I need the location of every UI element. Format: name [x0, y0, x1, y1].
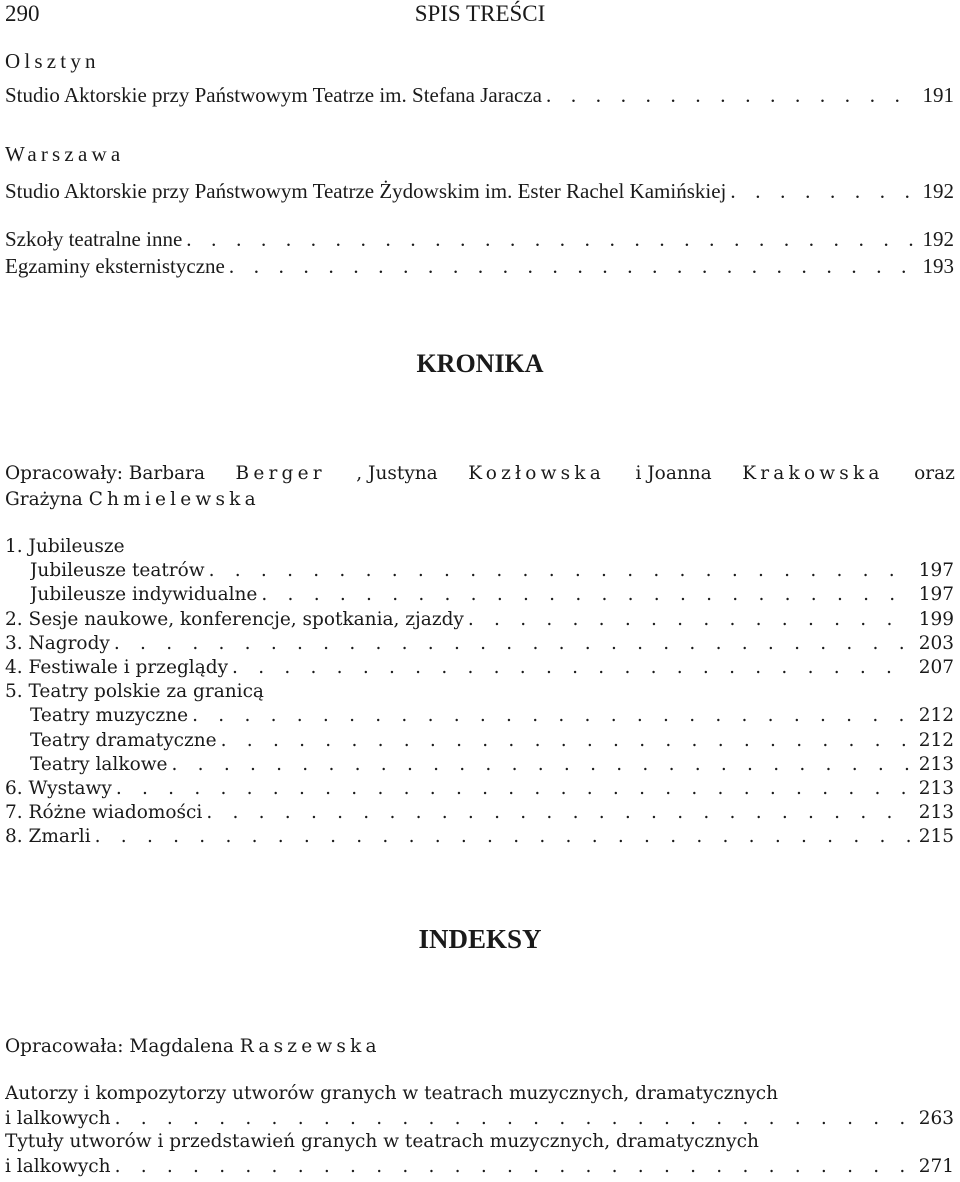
toc-entry-label: i lalkowych [5, 1108, 111, 1129]
toc-entry-label: i lalkowych [5, 1156, 111, 1177]
city-heading-warszawa: Warszawa [5, 142, 125, 166]
dot-leader [188, 703, 913, 729]
toc-entry-label: 2. Sesje naukowe, konferencje, spotkania, zjazdy [5, 608, 464, 630]
dot-leader [217, 728, 913, 754]
dot-leader [202, 800, 912, 826]
toc-entry-page: 215 [918, 826, 954, 848]
toc-subheading [5, 534, 954, 560]
credits-line-2 [5, 487, 955, 513]
toc-entry-label: Szkoły teatralne inne [5, 227, 183, 251]
toc-entry-label: 4. Festiwale i przeglądy [5, 657, 229, 678]
toc-entry-label: 8. Zmarli [5, 826, 91, 848]
toc-entry[interactable] [5, 655, 954, 681]
toc-entry[interactable] [30, 728, 954, 754]
page-header [0, 0, 960, 30]
toc-entry-label: Studio Aktorskie przy Państwowym Teatrze Żydowskim im. Ester Rachel Kamińskiej [5, 179, 727, 203]
toc-entry-page: 192 [922, 227, 954, 251]
toc-entry-label: 6. Wystawy [5, 778, 112, 799]
running-head: SPIS TREŚCI [414, 1, 546, 26]
toc-entry[interactable] [30, 558, 954, 584]
author-name: Kozłowska [468, 463, 605, 484]
toc-entry-page: 213 [918, 778, 954, 799]
toc-entry-page: 191 [922, 83, 954, 107]
toc-entry[interactable] [5, 631, 954, 657]
toc-entry[interactable] [30, 703, 954, 729]
dot-leader [91, 824, 913, 850]
toc-entry-page: 213 [918, 802, 954, 824]
dot-leader [542, 82, 917, 108]
dot-leader [182, 226, 916, 252]
section-heading-kronika: KRONIKA [416, 349, 544, 378]
toc-entry-page: 271 [918, 1156, 954, 1177]
dot-leader [110, 631, 913, 657]
toc-subheading [5, 679, 954, 705]
indeksy-credits [5, 1034, 955, 1060]
author-name: Berger [235, 463, 326, 484]
author-name: Raszewska [239, 1036, 381, 1057]
toc-entry[interactable] [5, 607, 954, 633]
credits-line-1 [5, 461, 955, 487]
toc-entry-label: Jubileusze teatrów [30, 560, 205, 582]
toc-entry-label: 7. Różne wiadomości [5, 802, 203, 824]
toc-entry-page: 207 [918, 657, 954, 678]
toc-entry-page: 197 [918, 584, 954, 606]
toc-entry-label: Egzaminy eksternistyczne [5, 254, 225, 278]
toc-entry-label: Teatry lalkowe [30, 753, 168, 775]
toc-entry-line: Tytuły utworów i przedstawień granych w teatrach muzycznych, dramatycznych [5, 1131, 759, 1152]
toc-entry-page: 192 [922, 179, 954, 203]
toc-entry-page: 203 [918, 632, 954, 654]
toc-entry[interactable] [5, 253, 954, 279]
toc-entry[interactable] [30, 582, 954, 608]
toc-entry[interactable] [5, 226, 954, 252]
dot-leader [228, 655, 913, 681]
toc-entry-page: 197 [918, 560, 954, 582]
dot-leader [464, 607, 913, 633]
toc-entry-page: 213 [918, 753, 954, 775]
toc-entry[interactable] [5, 178, 954, 204]
toc-entry-label: Studio Aktorskie przy Państwowym Teatrze im. Stefana Jaracza [5, 83, 542, 107]
credits-prefix: Opracowała: Magdalena [5, 1036, 234, 1057]
author-name: Chmielewska [88, 489, 260, 510]
toc-entry[interactable] [30, 752, 954, 778]
toc-entry-label: 5. Teatry polskie za granicą [5, 681, 264, 703]
toc-entry-label: 3. Nagrody [5, 632, 110, 654]
toc-entry-page: 212 [918, 729, 954, 751]
author-name: Krakowska [742, 463, 884, 484]
toc-entry[interactable] [5, 1154, 954, 1180]
dot-leader [225, 253, 917, 279]
toc-entry[interactable] [5, 82, 954, 108]
toc-entry-label: Jubileusze indywidualne [30, 584, 258, 606]
city-heading-olsztyn: Olsztyn [5, 49, 100, 73]
dot-leader [111, 1154, 913, 1180]
page-number: 290 [5, 1, 40, 26]
credits-prefix: Grażyna [5, 489, 83, 510]
toc-entry-label: 1. Jubileusze [5, 536, 125, 557]
toc-entry-page: 263 [918, 1108, 954, 1129]
dot-leader [205, 558, 913, 584]
toc-entry-label: Teatry muzyczne [30, 705, 189, 727]
toc-entry[interactable] [5, 824, 954, 850]
dot-leader [112, 776, 913, 802]
dot-leader [257, 582, 912, 608]
toc-entry-page: 193 [922, 254, 954, 278]
toc-entry[interactable] [5, 800, 954, 826]
credits-separator: , Justyna [356, 463, 438, 484]
kronika-credits [5, 461, 955, 513]
credits-separator: i Joanna [635, 463, 712, 484]
toc-entry-line: Autorzy i kompozytorzy utworów granych w teatrach muzycznych, dramatycznych [5, 1083, 779, 1104]
section-heading-indeksy: INDEKSY [418, 924, 542, 954]
toc-entry[interactable] [5, 776, 954, 802]
toc-entry-label: Teatry dramatyczne [30, 729, 217, 751]
toc-entry-page: 199 [918, 608, 954, 630]
toc-entry-page: 212 [918, 705, 954, 727]
credits-separator: oraz [914, 463, 955, 484]
dot-leader [168, 752, 913, 778]
dot-leader [726, 178, 916, 204]
credits-prefix: Opracowały: Barbara [5, 463, 206, 484]
